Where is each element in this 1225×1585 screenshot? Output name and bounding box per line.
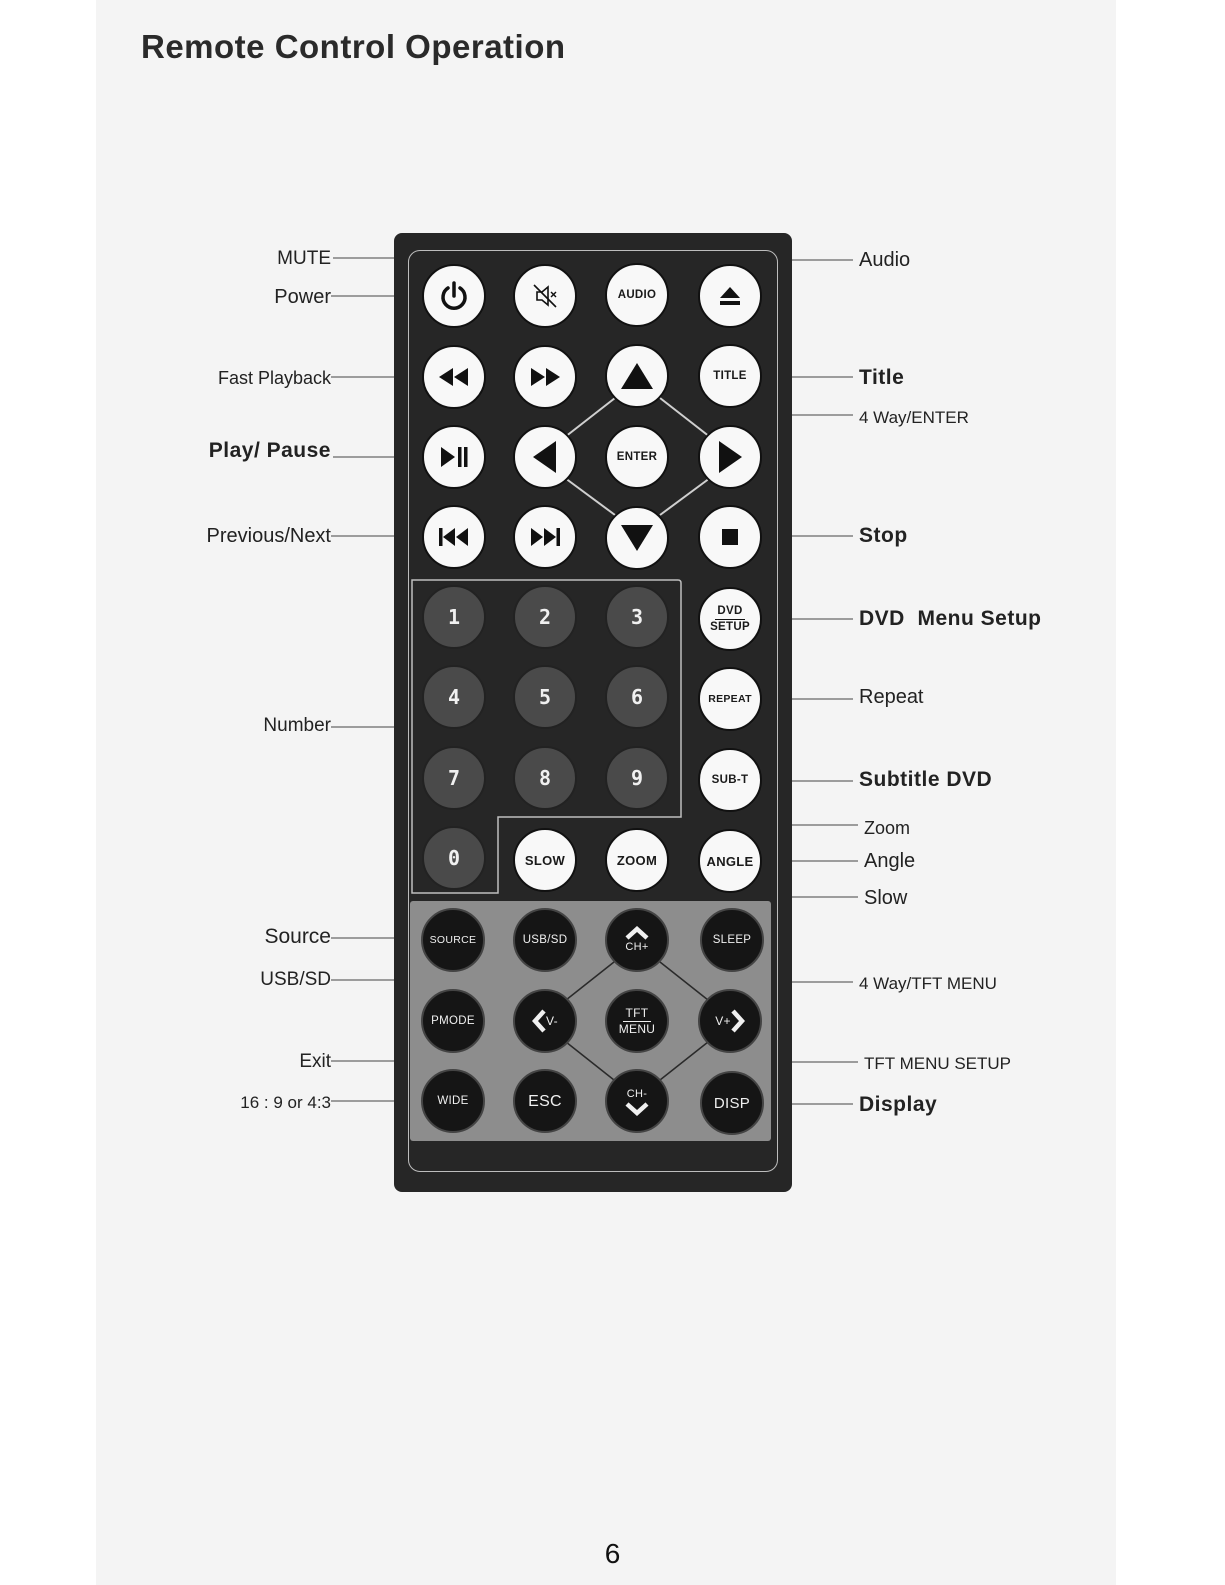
number-button-8[interactable] [513, 746, 577, 810]
previous-button[interactable] [422, 505, 486, 569]
right-button[interactable] [698, 425, 762, 489]
angle-button-label: ANGLE [706, 853, 754, 869]
next-button[interactable] [513, 505, 577, 569]
number-1-label: 1 [447, 605, 461, 629]
label-angle: Angle [864, 850, 916, 872]
number-button-4[interactable] [422, 665, 486, 729]
number-button-6[interactable] [605, 665, 669, 729]
tft-menu-button[interactable] [605, 989, 669, 1053]
power-button[interactable] [422, 264, 486, 328]
stop-icon [721, 528, 739, 546]
down-button[interactable] [605, 506, 669, 570]
dvd-label: DVD [715, 604, 744, 620]
volume-down-label: V- [546, 1013, 558, 1028]
source-button[interactable] [421, 908, 485, 972]
repeat-button-label: REPEAT [708, 692, 752, 705]
stop-button[interactable] [698, 505, 762, 569]
label-power: Power [274, 286, 331, 308]
slow-button-label: SLOW [524, 852, 566, 868]
channel-up-content [624, 926, 650, 955]
label-subtitle-dvd: Subtitle DVD [859, 768, 993, 791]
usb-sd-button-label: USB/SD [522, 933, 568, 946]
dvd-setup-button[interactable] [698, 587, 762, 651]
label-audio: Audio [859, 249, 911, 271]
number-7-label: 7 [447, 766, 461, 790]
number-button-7[interactable] [422, 746, 486, 810]
channel-down-button[interactable] [605, 1069, 669, 1133]
number-3-label: 3 [630, 605, 644, 629]
mute-icon [531, 282, 559, 310]
label-source: Source [264, 925, 331, 948]
label-number: Number [263, 715, 331, 736]
wide-button-label: WIDE [437, 1094, 469, 1107]
channel-up-label: CH+ [625, 940, 649, 953]
chevron-left-icon [532, 1008, 546, 1034]
wide-button[interactable] [421, 1069, 485, 1133]
right-arrow-icon [715, 439, 745, 475]
pmode-button-label: PMODE [431, 1014, 475, 1027]
channel-up-button[interactable] [605, 908, 669, 972]
label-repeat: Repeat [859, 686, 924, 708]
menu-label: MENU [618, 1021, 656, 1036]
left-button[interactable] [513, 425, 577, 489]
dvd-setup-label [710, 604, 750, 635]
volume-up-content [715, 1008, 745, 1034]
title-button-label: TITLE [713, 369, 747, 382]
label-dvd-menu-setup: DVD Menu Setup [859, 607, 1042, 630]
channel-down-label: CH- [626, 1087, 648, 1100]
zoom-button[interactable] [605, 828, 669, 892]
chevron-up-icon [624, 926, 650, 940]
eject-icon [717, 283, 743, 309]
number-2-label: 2 [538, 605, 552, 629]
display-button[interactable] [700, 1071, 764, 1135]
page-number: 6 [604, 1538, 621, 1569]
label-4-way-tft-menu: 4 Way/TFT MENU [859, 974, 997, 993]
label-exit: Exit [299, 1051, 331, 1072]
label-display: Display [859, 1093, 938, 1116]
up-arrow-icon [619, 361, 655, 391]
usb-sd-button[interactable] [513, 908, 577, 972]
number-button-3[interactable] [605, 585, 669, 649]
number-button-0[interactable] [422, 826, 486, 890]
sleep-button[interactable] [700, 908, 764, 972]
fast-forward-button[interactable] [513, 345, 577, 409]
source-button-label: SOURCE [429, 933, 477, 946]
label-usb-sd: USB/SD [260, 969, 331, 990]
enter-button[interactable] [605, 425, 669, 489]
channel-down-content [624, 1087, 650, 1116]
down-arrow-icon [619, 523, 655, 553]
display-button-label: DISP [713, 1094, 751, 1112]
label-mute: MUTE [277, 248, 331, 269]
number-button-1[interactable] [422, 585, 486, 649]
play-pause-button[interactable] [422, 425, 486, 489]
label-tft-menu-setup: TFT MENU SETUP [864, 1054, 1012, 1073]
volume-up-label: V+ [715, 1013, 731, 1028]
label-slow: Slow [864, 887, 908, 909]
previous-icon [437, 526, 471, 548]
rewind-icon [437, 366, 471, 388]
subtitle-button[interactable] [698, 748, 762, 812]
mute-button[interactable] [513, 264, 577, 328]
fast-forward-icon [528, 366, 562, 388]
slow-button[interactable] [513, 828, 577, 892]
label-fast-playback: Fast Playback [217, 368, 331, 388]
pmode-button[interactable] [421, 989, 485, 1053]
left-arrow-icon [530, 439, 560, 475]
sleep-button-label: SLEEP [712, 933, 752, 946]
label-title: Title [859, 366, 905, 389]
subtitle-button-label: SUB-T [711, 773, 749, 786]
zoom-button-label: ZOOM [616, 852, 658, 868]
page-title: Remote Control Operation [141, 28, 566, 65]
number-6-label: 6 [630, 685, 644, 709]
label-play-pause: Play/ Pause [208, 439, 331, 462]
label-previous-next: Previous/Next [206, 525, 331, 547]
rewind-button[interactable] [422, 345, 486, 409]
number-9-label: 9 [630, 766, 644, 790]
chevron-down-icon [624, 1102, 650, 1116]
power-icon [437, 279, 471, 313]
volume-up-button[interactable] [698, 989, 762, 1053]
number-5-label: 5 [538, 685, 552, 709]
repeat-button[interactable] [698, 667, 762, 731]
number-button-2[interactable] [513, 585, 577, 649]
next-icon [528, 526, 562, 548]
enter-button-label: ENTER [616, 450, 658, 463]
esc-button[interactable] [513, 1069, 577, 1133]
play-pause-icon [438, 445, 470, 469]
number-button-5[interactable] [513, 665, 577, 729]
label-4-way-enter: 4 Way/ENTER [859, 408, 969, 427]
number-8-label: 8 [538, 766, 552, 790]
audio-button[interactable] [605, 263, 669, 327]
eject-button[interactable] [698, 264, 762, 328]
number-4-label: 4 [447, 685, 461, 709]
audio-button-label: AUDIO [617, 288, 657, 301]
label-stop: Stop [859, 524, 908, 547]
label-zoom: Zoom [864, 818, 911, 838]
number-0-label: 0 [447, 846, 461, 870]
title-button[interactable] [698, 344, 762, 408]
esc-button-label: ESC [528, 1092, 562, 1110]
volume-down-content [532, 1008, 558, 1034]
tft-menu-content [619, 1006, 656, 1037]
number-button-9[interactable] [605, 746, 669, 810]
volume-down-button[interactable] [513, 989, 577, 1053]
setup-label: SETUP [710, 620, 750, 633]
up-button[interactable] [605, 344, 669, 408]
angle-button[interactable] [698, 829, 762, 893]
label-aspect: 16 : 9 or 4:3 [240, 1093, 331, 1112]
chevron-right-icon [731, 1008, 745, 1034]
tft-label: TFT [623, 1006, 652, 1022]
